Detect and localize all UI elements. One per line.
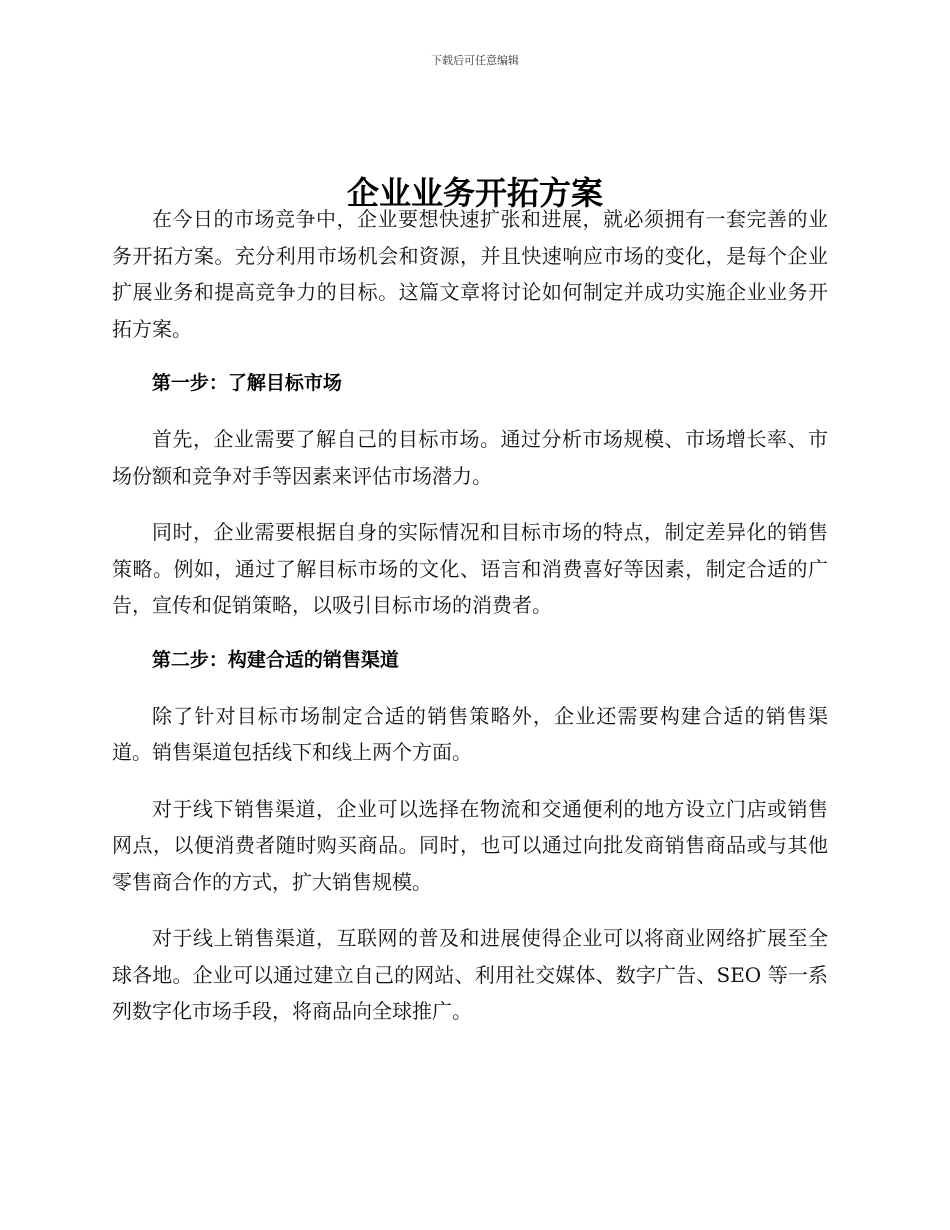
step1-paragraph-1: 首先，企业需要了解自己的目标市场。通过分析市场规模、市场增长率、市场份额和竞争对手等因素来评估市场潜力。 [112,427,828,488]
document-body [112,201,828,1030]
step2-paragraph-3: 对于线上销售渠道，互联网的普及和进展使得企业可以将商业网络扩展至全球各地。企业可以通过建立自己的网站、利用社交媒体、数字广告、SEO 等一系列数字化市场手段，将商品向全球推广。 [112,926,828,1023]
section-heading-step1: 第一步：了解目标市场 [151,372,342,394]
section-heading-step2: 第二步：构建合适的销售渠道 [151,648,399,671]
document-title: 企业业务开拓方案 [346,174,603,213]
step2-paragraph-1: 除了针对目标市场制定合适的销售策略外，企业还需要构建合适的销售渠道。销售渠道包括线下和线上两个方面。 [112,703,828,764]
step1-paragraph-2: 同时，企业需要根据自身的实际情况和目标市场的特点，制定差异化的销售策略。例如，通过了解目标市场的文化、语言和消费喜好等因素，制定合适的广告，宣传和促销策略，以吸引目标市场的消费者。 [112,520,828,617]
step2-paragraph-2: 对于线下销售渠道，企业可以选择在物流和交通便利的地方设立门店或销售网点，以便消费者随时购买商品。同时，也可以通过向批发商销售商品或与其他零售商合作的方式，扩大销售规模。 [112,796,828,894]
page-header-note: 下载后可任意编辑 [431,54,519,67]
intro-paragraph: 在今日的市场竞争中，企业要想快速扩张和进展，就必须拥有一套完善的业务开拓方案。充分利用市场机会和资源，并且快速响应市场的变化，是每个企业扩展业务和提高竞争力的目标。这篇文章将讨论如何制定并成功实施企业业务开拓方案。 [112,207,828,341]
